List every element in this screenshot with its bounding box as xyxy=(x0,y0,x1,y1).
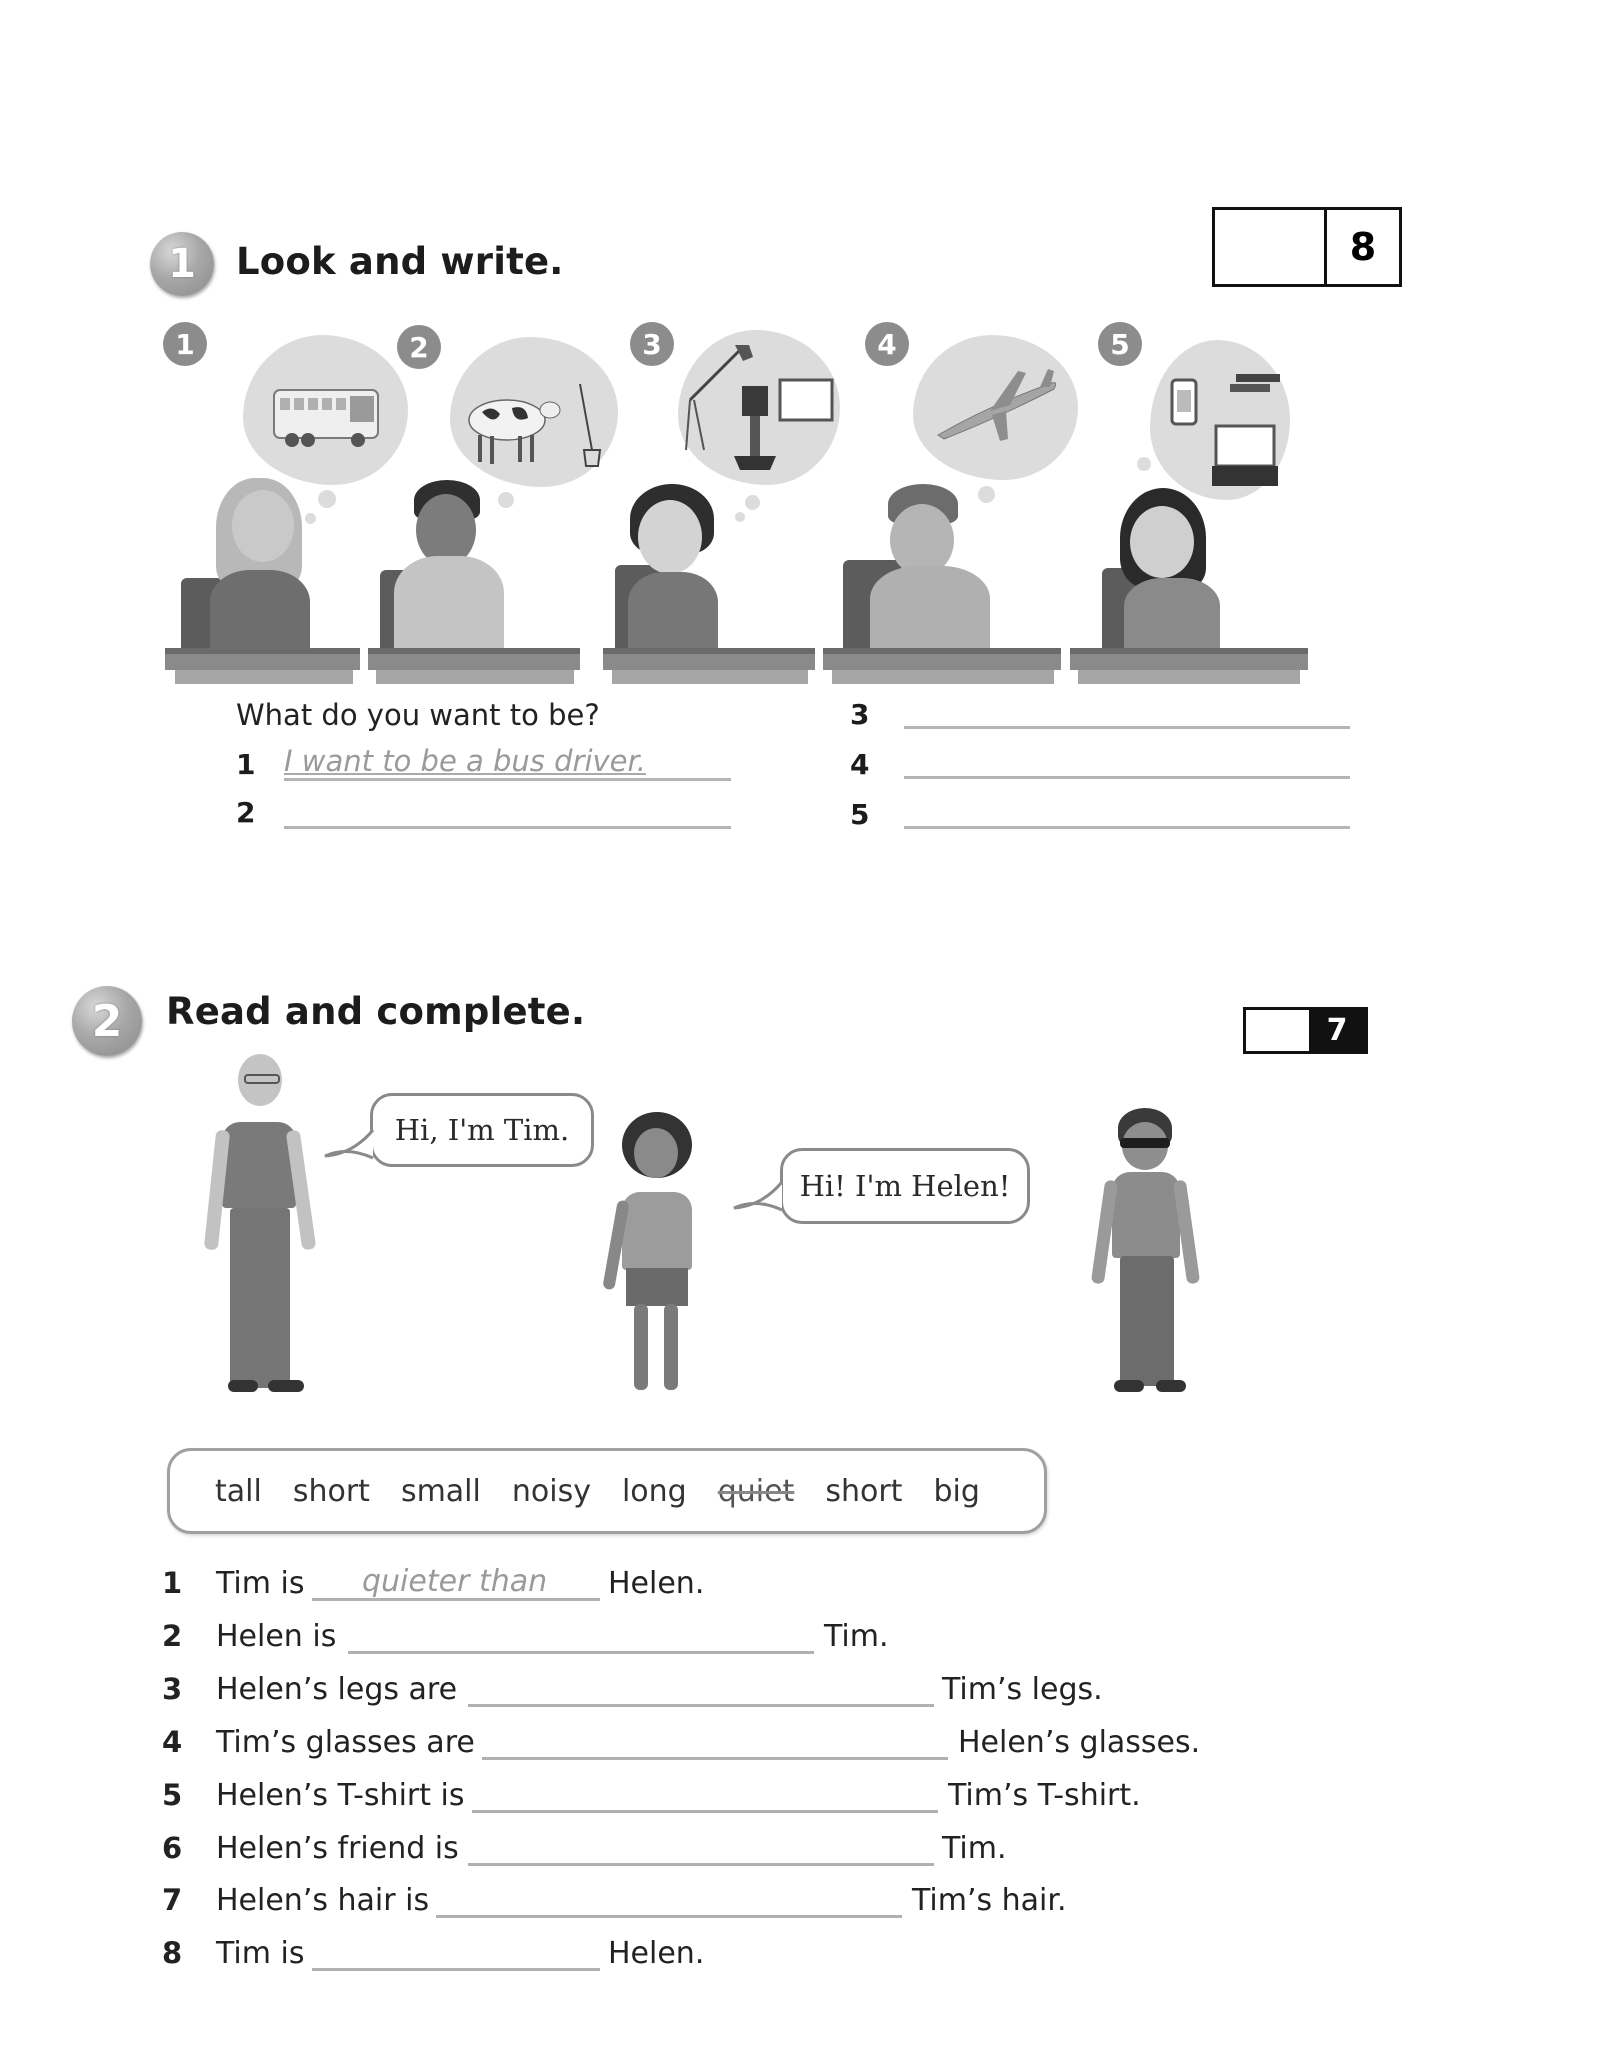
answer-line-3[interactable] xyxy=(904,726,1350,729)
word-bank-item-used: quiet xyxy=(717,1473,795,1509)
max-score: 7 xyxy=(1309,1010,1365,1051)
word-bank-item: short xyxy=(825,1473,903,1509)
computer-icon xyxy=(1168,372,1283,497)
word-bank-item: big xyxy=(933,1473,980,1509)
thought-dot xyxy=(978,486,995,503)
sentence-blank-8[interactable] xyxy=(312,1968,600,1971)
sentence-blank-2[interactable] xyxy=(348,1651,814,1654)
sentence-end: Tim’s T-shirt. xyxy=(948,1778,1141,1813)
desk-front xyxy=(832,670,1054,684)
sentence-number: 5 xyxy=(162,1778,183,1812)
thought-dot xyxy=(498,492,514,508)
helen-speech-bubble: Hi! I'm Helen! xyxy=(780,1148,1030,1224)
sentence-end: Tim’s hair. xyxy=(912,1883,1067,1918)
score-input-field[interactable] xyxy=(1215,210,1327,284)
word-bank-item: tall xyxy=(215,1473,262,1509)
picture-number-4: 4 xyxy=(865,322,909,366)
sentence-number: 8 xyxy=(162,1936,183,1970)
airplane-icon xyxy=(930,365,1060,445)
exercise-2-score-box xyxy=(1243,1007,1368,1054)
exercise-1-question: What do you want to be? xyxy=(236,698,600,732)
exercise-2-title: Read and complete. xyxy=(166,990,586,1033)
exercise-1-badge: 1 xyxy=(150,232,214,296)
thought-dot xyxy=(735,512,745,522)
sentence-end: Helen. xyxy=(608,1566,705,1601)
sentence-number: 4 xyxy=(162,1725,183,1759)
sentence-number: 6 xyxy=(162,1831,183,1865)
word-bank-item: noisy xyxy=(511,1473,591,1509)
sentence-end: Tim’s legs. xyxy=(942,1672,1103,1707)
sentence-start: Tim’s glasses are xyxy=(216,1725,475,1760)
answer-number: 4 xyxy=(850,748,870,781)
desk-front xyxy=(612,670,808,684)
answer-line-4[interactable] xyxy=(904,776,1350,779)
sentence-blank-7[interactable] xyxy=(436,1915,902,1918)
answer-text-1[interactable]: I want to be a bus driver. xyxy=(284,744,647,778)
sentence-blank-3[interactable] xyxy=(468,1704,934,1707)
answer-number: 1 xyxy=(236,748,256,781)
sentence-start: Helen’s hair is xyxy=(216,1883,430,1918)
word-bank-item: short xyxy=(292,1473,370,1509)
desk-3 xyxy=(603,648,815,670)
exercise-1-title: Look and write. xyxy=(236,240,564,283)
sentence-start: Tim is xyxy=(216,1566,305,1601)
sentence-answer-1[interactable]: quieter than xyxy=(362,1564,548,1599)
exercise-2-badge: 2 xyxy=(72,986,142,1056)
desk-front xyxy=(376,670,574,684)
sentence-blank-4[interactable] xyxy=(482,1757,948,1760)
sentence-end: Helen. xyxy=(608,1936,705,1971)
desk-1 xyxy=(165,648,360,670)
thought-dot xyxy=(1137,457,1151,471)
sentence-start: Tim is xyxy=(216,1936,305,1971)
thought-dot xyxy=(318,490,336,508)
answer-line-2[interactable] xyxy=(284,826,731,829)
bus-icon xyxy=(270,380,385,455)
answer-line-1[interactable] xyxy=(284,778,731,781)
answer-number: 5 xyxy=(850,798,870,831)
answer-number: 2 xyxy=(236,796,256,829)
score-input-field[interactable] xyxy=(1246,1010,1309,1051)
sentence-number: 7 xyxy=(162,1883,183,1917)
sentence-blank-6[interactable] xyxy=(468,1863,934,1866)
desk-5 xyxy=(1070,648,1308,670)
thought-dot xyxy=(745,495,760,510)
sentence-number: 3 xyxy=(162,1672,183,1706)
exercise-1-score-box xyxy=(1212,207,1402,287)
sentence-start: Helen’s friend is xyxy=(216,1831,459,1866)
max-score: 8 xyxy=(1349,225,1377,269)
answer-number: 3 xyxy=(850,698,870,731)
sentence-start: Helen’s legs are xyxy=(216,1672,458,1707)
desk-2 xyxy=(368,648,580,670)
picture-number-2: 2 xyxy=(397,325,441,369)
sentence-end: Helen’s glasses. xyxy=(958,1725,1201,1760)
picture-number-1: 1 xyxy=(163,322,207,366)
sentence-start: Helen is xyxy=(216,1619,337,1654)
film-camera-icon xyxy=(680,340,840,480)
speech-tail-icon xyxy=(732,1180,784,1216)
speech-tail-icon xyxy=(323,1128,375,1164)
sentence-blank-5[interactable] xyxy=(472,1810,938,1813)
cow-icon xyxy=(462,380,602,470)
picture-number-3: 3 xyxy=(630,322,674,366)
word-bank xyxy=(167,1448,1047,1534)
word-bank-item: small xyxy=(400,1473,481,1509)
sentence-number: 1 xyxy=(162,1566,183,1600)
desk-front xyxy=(175,670,353,684)
desk-4 xyxy=(823,648,1061,670)
sentence-end: Tim. xyxy=(824,1619,889,1654)
sentence-number: 2 xyxy=(162,1619,183,1653)
tim-speech-bubble: Hi, I'm Tim. xyxy=(370,1093,594,1167)
answer-line-5[interactable] xyxy=(904,826,1350,829)
sentence-end: Tim. xyxy=(942,1831,1007,1866)
thought-dot xyxy=(305,513,316,524)
word-bank-item: long xyxy=(621,1473,687,1509)
picture-number-5: 5 xyxy=(1098,322,1142,366)
sentence-start: Helen’s T-shirt is xyxy=(216,1778,465,1813)
desk-front xyxy=(1078,670,1300,684)
